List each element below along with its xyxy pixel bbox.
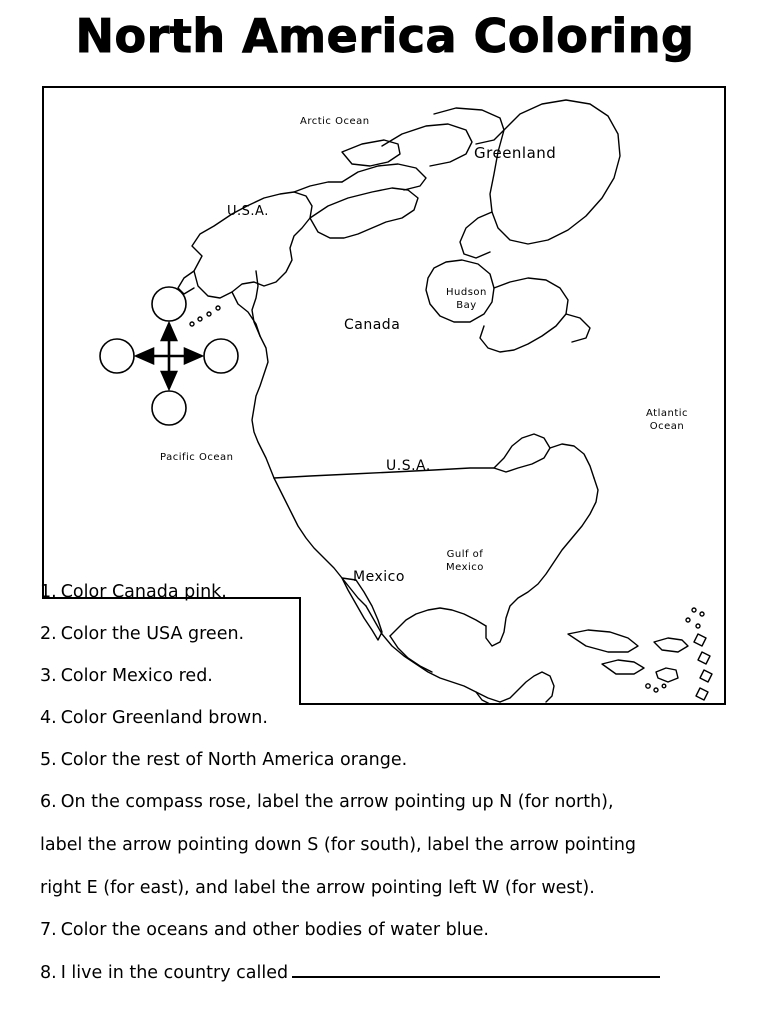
list-item-text: Color the rest of North America orange.	[60, 750, 408, 770]
list-item	[40, 582, 740, 602]
north-circle	[152, 287, 186, 321]
map-label-atlantic-ocean	[646, 407, 688, 433]
list-item-number: 1.	[40, 582, 57, 602]
list-item-text: On the compass rose, label the arrow pointing up N (for north),	[60, 792, 614, 812]
list-item-text: Color the USA green.	[60, 624, 245, 644]
list-item-text: I live in the country called	[60, 963, 289, 983]
east-circle	[204, 339, 238, 373]
list-item-number: 7.	[40, 920, 57, 940]
list-item-number: 3.	[40, 666, 57, 686]
list-item-text: Color the oceans and other bodies of water blue.	[60, 920, 489, 940]
list-item	[40, 792, 740, 812]
list-item-text: Color Greenland brown.	[60, 708, 268, 728]
south-arrowhead	[162, 372, 176, 388]
west-arrowhead	[137, 349, 153, 363]
hudson-bay-line1: Hudson	[446, 287, 487, 298]
list-item-number: 6.	[40, 792, 57, 812]
west-circle	[100, 339, 134, 373]
list-item-text: label the arrow pointing down S (for south), label the arrow pointing	[40, 835, 637, 855]
list-item	[40, 962, 740, 983]
hudson-bay-line2: Bay	[456, 300, 477, 311]
east-arrowhead	[185, 349, 201, 363]
compass-rose	[99, 286, 239, 426]
gulf-line1: Gulf of	[446, 549, 484, 560]
list-item	[40, 708, 740, 728]
list-item-continuation	[40, 878, 740, 898]
south-circle	[152, 391, 186, 425]
map-label-usa-alaska: U.S.A.	[227, 204, 269, 219]
list-item-number: 4.	[40, 708, 57, 728]
page-title: North America Coloring	[75, 9, 695, 63]
list-item	[40, 750, 740, 770]
list-item	[40, 920, 740, 940]
map-label-usa-mainland: U.S.A.	[386, 458, 431, 474]
map-label-arctic-ocean: Arctic Ocean	[300, 116, 370, 127]
list-item-continuation	[40, 835, 740, 855]
list-item-number: 5.	[40, 750, 57, 770]
atlantic-line2: Ocean	[649, 421, 685, 432]
list-item	[40, 666, 740, 686]
list-item	[40, 624, 740, 644]
list-item-text: Color Mexico red.	[60, 666, 213, 686]
map-label-mexico: Mexico	[353, 569, 405, 585]
map-label-greenland: Greenland	[474, 144, 557, 162]
atlantic-line1: Atlantic	[646, 408, 689, 419]
gulf-line2: Mexico	[446, 562, 484, 573]
map-figure	[42, 86, 726, 705]
north-arrowhead	[162, 324, 176, 340]
list-item-number: 2.	[40, 624, 57, 644]
map-label-canada: Canada	[344, 317, 401, 333]
map-label-pacific-ocean: Pacific Ocean	[160, 452, 234, 463]
list-item-text: right E (for east), and label the arrow pointing left W (for west).	[40, 878, 595, 898]
map-label-hudson-bay	[446, 286, 487, 312]
list-item-number: 8.	[40, 963, 57, 983]
map-label-gulf-of-mexico	[446, 548, 484, 574]
list-item-text: Color Canada pink.	[60, 582, 227, 602]
answer-blank-line[interactable]	[292, 962, 660, 978]
